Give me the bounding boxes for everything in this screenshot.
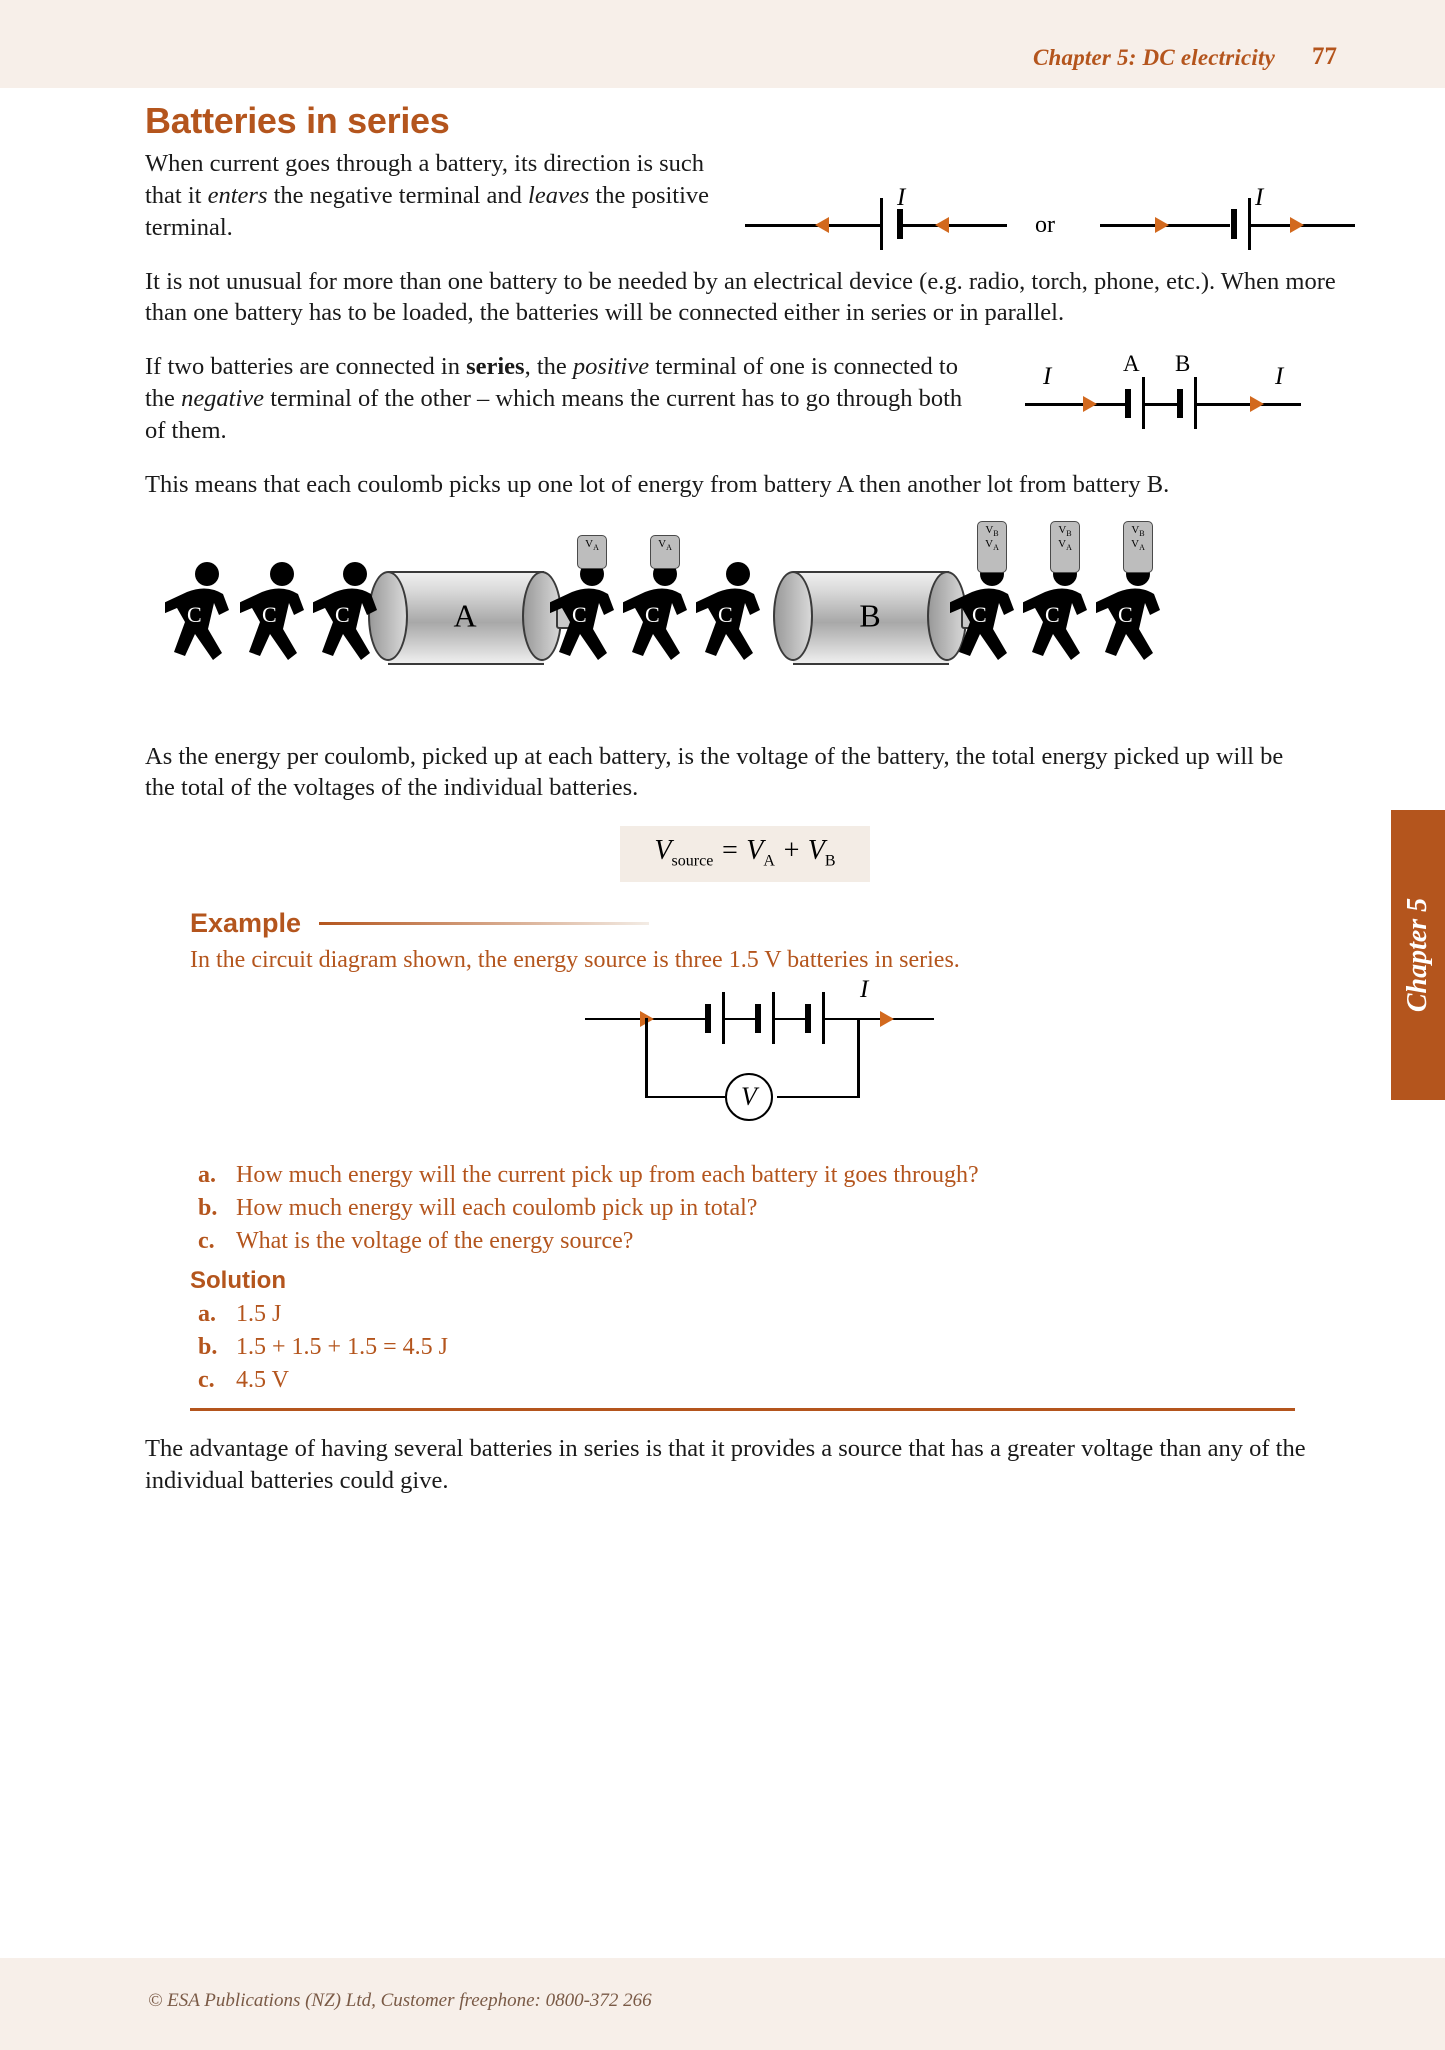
question-label: b. bbox=[198, 1194, 218, 1221]
paragraph-1-em1: enters bbox=[207, 181, 268, 209]
svg-text:C: C bbox=[645, 601, 660, 627]
series-label-a: A bbox=[1123, 351, 1140, 377]
paragraph-4: This means that each coulomb picks up one lot of energy from battery A then another lot from battery B. bbox=[145, 470, 1170, 498]
cell-short-right bbox=[1231, 209, 1237, 239]
runner-icon bbox=[696, 558, 774, 678]
solution-label: c. bbox=[198, 1366, 215, 1393]
example-cell-1-short bbox=[705, 1004, 711, 1033]
runner-icon bbox=[623, 558, 701, 678]
runner-icon bbox=[165, 558, 243, 678]
figure-runners-batteries bbox=[145, 523, 1265, 723]
series-label-b: B bbox=[1175, 351, 1191, 377]
header-page-number: 77 bbox=[1312, 43, 1337, 70]
series-wire-left bbox=[1025, 403, 1125, 406]
paragraph-1 bbox=[145, 148, 715, 244]
formula-va: V bbox=[746, 835, 764, 867]
example-cell-2-short bbox=[755, 1004, 761, 1033]
current-arrow-right-b bbox=[1290, 217, 1304, 233]
header-chapter-title: Chapter 5: DC electricity bbox=[1033, 45, 1275, 70]
example-heading bbox=[190, 908, 1345, 939]
svg-text:C: C bbox=[187, 601, 202, 627]
svg-text:C: C bbox=[262, 601, 277, 627]
battery-b-label: B bbox=[859, 597, 881, 634]
example-branch-bottom-left bbox=[645, 1096, 725, 1099]
question-row bbox=[190, 1228, 1345, 1255]
series-current-label-right: I bbox=[1275, 363, 1284, 391]
cell-long-left bbox=[880, 198, 883, 250]
voltage-tag-vb-va: $V_B$ $V_A$ bbox=[1123, 521, 1153, 573]
runner-icon bbox=[240, 558, 318, 678]
svg-text:C: C bbox=[1045, 601, 1060, 627]
current-arrow-left-b bbox=[935, 217, 949, 233]
question-row bbox=[190, 1195, 1345, 1222]
battery-a-cylinder bbox=[370, 571, 560, 661]
solution-label: a. bbox=[198, 1300, 216, 1327]
svg-text:C: C bbox=[718, 601, 733, 627]
formula-vb: V bbox=[807, 835, 825, 867]
example-branch-right bbox=[857, 1018, 860, 1098]
series-arrow-right bbox=[1250, 396, 1264, 412]
example-branch-left bbox=[645, 1018, 648, 1098]
formula-sub-b: B bbox=[824, 852, 836, 870]
formula-v: V bbox=[654, 835, 672, 867]
solution-text: 4.5 V bbox=[236, 1366, 289, 1393]
paragraph-1-seg3: the positive terminal. bbox=[145, 181, 710, 241]
formula-plus: + bbox=[774, 835, 808, 867]
paragraph-3 bbox=[145, 351, 975, 447]
voltage-tag-va: $V_A$ bbox=[650, 535, 680, 569]
paragraph-3-em2: negative bbox=[181, 385, 265, 413]
paragraph-1-seg2: the negative terminal and bbox=[267, 181, 529, 209]
paragraph-3-seg3: terminal of one is connected to the bbox=[145, 353, 958, 413]
example-wire-right bbox=[824, 1018, 934, 1021]
wire-left-2 bbox=[902, 224, 1007, 227]
paragraph-5: As the energy per coulomb, picked up at each battery, is the voltage of the battery, the total energy picked up will be the total of the voltages of the individual batteries. bbox=[145, 742, 1284, 802]
solution-row bbox=[190, 1367, 1345, 1394]
question-label: a. bbox=[198, 1161, 216, 1188]
solution-label: b. bbox=[198, 1333, 218, 1360]
voltage-tag-va: $V_A$ bbox=[577, 535, 607, 569]
svg-text:C: C bbox=[572, 601, 587, 627]
question-text: How much energy will each coulomb pick up in total? bbox=[236, 1194, 758, 1221]
current-label-left: I bbox=[897, 184, 906, 211]
example-bottom-rule bbox=[190, 1408, 1295, 1411]
svg-text:C: C bbox=[1118, 601, 1133, 627]
voltage-tag-vb-va: $V_B$ $V_A$ bbox=[1050, 521, 1080, 573]
svg-text:C: C bbox=[972, 601, 987, 627]
runner-icon bbox=[313, 558, 391, 678]
chapter-side-tab-label: Chapter 5 bbox=[1402, 897, 1433, 1013]
page-title: Batteries in series bbox=[145, 100, 450, 141]
example-intro: In the circuit diagram shown, the energy source is three 1.5 V batteries in series. bbox=[190, 946, 960, 973]
voltmeter-icon bbox=[725, 1073, 773, 1121]
runner-icon bbox=[1023, 558, 1101, 678]
series-cell-b-short bbox=[1177, 389, 1183, 418]
example-wire-c2 bbox=[774, 1018, 807, 1021]
question-label: c. bbox=[198, 1227, 215, 1254]
solution-heading: Solution bbox=[190, 1266, 286, 1294]
battery-b-cap-left bbox=[773, 571, 813, 661]
formula-sub-a: A bbox=[763, 852, 775, 870]
runner-icon bbox=[950, 558, 1028, 678]
solution-row bbox=[190, 1334, 1345, 1361]
voltage-tag-vb-va: $V_B$ $V_A$ bbox=[977, 521, 1007, 573]
current-arrow-right-a bbox=[1155, 217, 1169, 233]
current-label-right: I bbox=[1255, 184, 1264, 211]
series-arrow-left bbox=[1083, 396, 1097, 412]
footer-copyright: © ESA Publications (NZ) Ltd, Customer freephone: 0800-372 266 bbox=[148, 1990, 652, 2011]
series-wire-right bbox=[1196, 403, 1301, 406]
example-heading-label: Example bbox=[190, 907, 302, 938]
current-arrow-left-a bbox=[815, 217, 829, 233]
example-questions bbox=[190, 1162, 1345, 1255]
solution-text: 1.5 J bbox=[236, 1300, 282, 1327]
solution-text: 1.5 + 1.5 + 1.5 = 4.5 J bbox=[236, 1333, 448, 1360]
figure-example-circuit bbox=[145, 975, 1265, 1148]
paragraph-3-seg2: , the bbox=[524, 353, 573, 381]
example-current-arrow-right bbox=[880, 1011, 894, 1027]
formula-equals: = bbox=[713, 835, 747, 867]
figure-battery-direction bbox=[745, 176, 1355, 276]
example-wire-c1 bbox=[724, 1018, 757, 1021]
formula-voltage-source bbox=[620, 826, 870, 882]
formula-sub-source: source bbox=[671, 852, 714, 870]
wire-left-1 bbox=[745, 224, 880, 227]
example-branch-bottom-right bbox=[777, 1096, 859, 1099]
chapter-side-tab bbox=[1391, 810, 1445, 1100]
battery-b-cylinder bbox=[775, 571, 965, 661]
question-row bbox=[190, 1162, 1345, 1189]
header-band bbox=[0, 0, 1445, 88]
series-cell-a-short bbox=[1125, 389, 1131, 418]
solution-row bbox=[190, 1301, 1345, 1328]
paragraph-1-em2: leaves bbox=[528, 181, 590, 209]
voltmeter-label: V bbox=[741, 1081, 757, 1111]
paragraph-2: It is not unusual for more than one battery to be needed by an electrical device (e.g. radio, torch, phone, etc.). When more than one battery has to be loaded, the batteries will be connected either in series or in parallel. bbox=[145, 267, 1336, 327]
example-cell-3-short bbox=[805, 1004, 811, 1033]
series-current-label-left: I bbox=[1043, 363, 1052, 391]
paragraph-3-bold: series bbox=[466, 353, 525, 381]
paragraph-3-seg1: If two batteries are connected in bbox=[145, 353, 467, 381]
example-heading-rule bbox=[319, 922, 649, 925]
paragraph-6: The advantage of having several batteries in series is that it provides a source that has a greater voltage than any of the individual batteries could give. bbox=[145, 1434, 1306, 1494]
question-text: What is the voltage of the energy source? bbox=[236, 1227, 634, 1254]
runner-icon bbox=[1096, 558, 1174, 678]
figure-two-batteries-series bbox=[1025, 343, 1345, 453]
runner-icon bbox=[550, 558, 628, 678]
series-wire-mid bbox=[1144, 403, 1179, 406]
svg-text:C: C bbox=[335, 601, 350, 627]
main-content bbox=[145, 100, 1345, 1519]
example-solutions bbox=[190, 1301, 1345, 1394]
battery-a-label: A bbox=[453, 597, 477, 634]
example-current-label: I bbox=[860, 975, 869, 1003]
paragraph-3-seg4: terminal of the other – which means the current has to go through both of them. bbox=[145, 385, 963, 444]
paragraph-1-seg1: When current goes through a battery, its direction is such that it bbox=[145, 150, 705, 209]
question-text: How much energy will the current pick up from each battery it goes through? bbox=[236, 1161, 979, 1188]
or-label: or bbox=[1035, 212, 1055, 238]
paragraph-3-em1: positive bbox=[572, 353, 650, 381]
